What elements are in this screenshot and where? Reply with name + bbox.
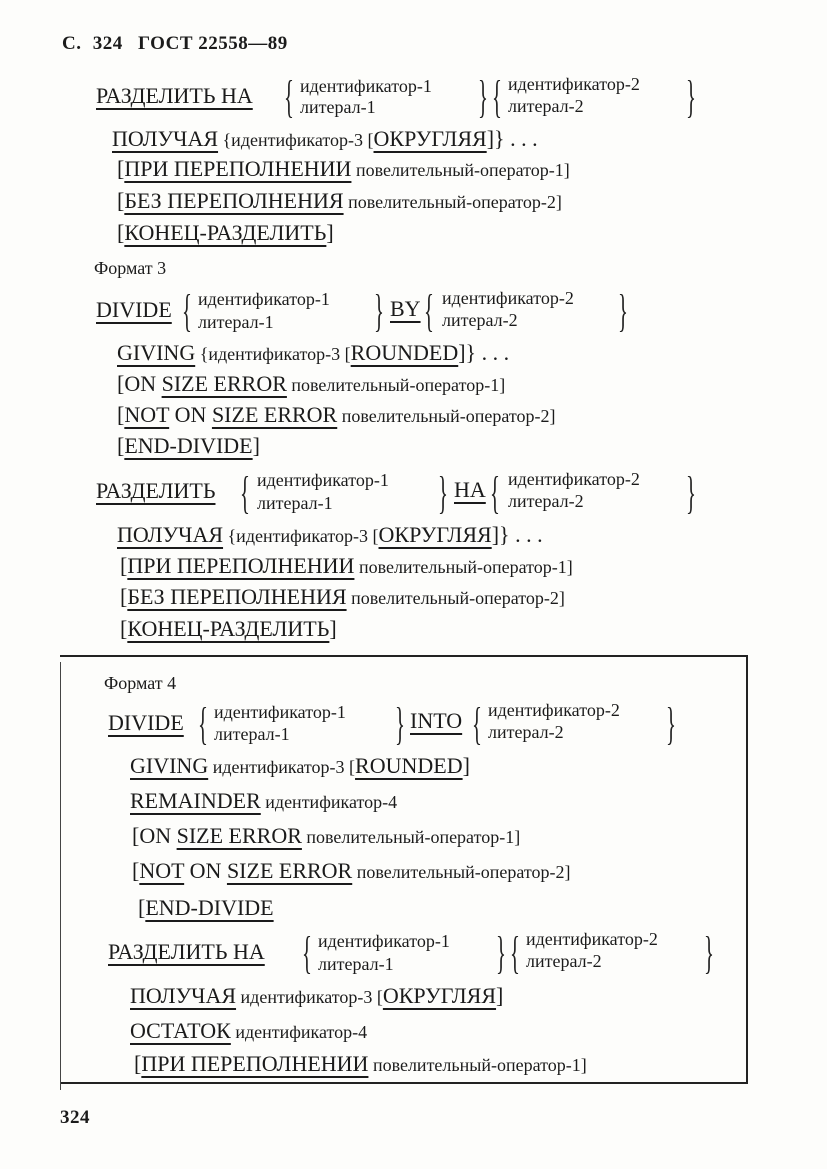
not-on-size-line: [БЕЗ ПЕРЕПОЛНЕНИЯ повелительный-оператор-2] — [117, 188, 562, 213]
statement-keyword: РАЗДЕЛИТЬ НА — [96, 83, 253, 108]
operand-1-line-1: идентификатор-1 — [214, 702, 346, 722]
end-line: [КОНЕЦ-РАЗДЕЛИТЬ] — [120, 616, 337, 641]
right-brace-icon: } — [438, 467, 448, 518]
frame-top-border — [60, 655, 748, 657]
not-on-size-line: [NOT ON SIZE ERROR повелительный-оператор-2] — [117, 402, 556, 427]
razdelit-keyword: РАЗДЕЛИТЬ НА — [108, 939, 265, 964]
left-brace-icon: { — [198, 698, 208, 749]
left-brace-icon: { — [472, 698, 482, 749]
not-on-size-line: [NOT ON SIZE ERROR повелительный-оператор-2] — [132, 858, 571, 883]
operand-2-line-1: идентификатор-2 — [442, 288, 574, 308]
operand-1-line-2: литерал-1 — [198, 312, 274, 332]
footer-page-number: 324 — [60, 1107, 90, 1128]
right-brace-icon: } — [686, 467, 696, 518]
on-size-line: [ON SIZE ERROR повелительный-оператор-1] — [132, 823, 521, 848]
on-size-line: [ON SIZE ERROR повелительный-оператор-1] — [117, 371, 506, 396]
divide-keyword: DIVIDE — [108, 710, 184, 735]
operand-2-line-2: литерал-2 — [442, 310, 518, 330]
operand-1-line-2: литерал-1 — [257, 493, 333, 513]
format-4-label: Формат 4 — [104, 673, 177, 693]
left-brace-icon: { — [284, 71, 294, 122]
giving-line: GIVING идентификатор-3 [ROUNDED] — [130, 753, 470, 778]
operand-1-line-1: идентификатор-1 — [257, 470, 389, 490]
frame-bottom-border — [60, 1082, 748, 1084]
left-brace-icon: { — [302, 927, 312, 978]
end-line: [END-DIVIDE — [138, 895, 274, 920]
giving-line: ПОЛУЧАЯ {идентификатор-3 [ОКРУГЛЯЯ]} . . . — [112, 126, 538, 151]
operand-2-line-2: литерал-2 — [526, 951, 602, 971]
divide-keyword: DIVIDE — [96, 297, 172, 322]
operand-2-line-2: литерал-2 — [508, 491, 584, 511]
left-brace-icon: { — [510, 927, 520, 978]
page-prefix: С. — [62, 33, 82, 54]
right-brace-icon: } — [478, 71, 488, 122]
operand-1-line-1: идентификатор-1 — [300, 76, 432, 96]
on-size-line: [ПРИ ПЕРЕПОЛНЕНИИ повелительный-оператор-1] — [117, 156, 570, 181]
frame-left-border — [60, 662, 61, 1090]
not-on-size-line: [БЕЗ ПЕРЕПОЛНЕНИЯ повелительный-оператор-2] — [120, 584, 565, 609]
on-size-line: [ПРИ ПЕРЕПОЛНЕНИИ повелительный-оператор-1] — [120, 553, 573, 578]
left-brace-icon: { — [490, 467, 500, 518]
right-brace-icon: } — [618, 285, 628, 336]
remainder-line: ОСТАТОК идентификатор-4 — [130, 1018, 368, 1043]
page-header — [62, 34, 288, 53]
operand-2-line-1: идентификатор-2 — [526, 929, 658, 949]
format-3-label: Формат 3 — [94, 258, 167, 278]
left-brace-icon: { — [240, 467, 250, 518]
left-brace-icon: { — [492, 71, 502, 122]
on-size-line: [ПРИ ПЕРЕПОЛНЕНИИ повелительный-оператор-1] — [134, 1051, 587, 1076]
na-keyword: НА — [454, 477, 486, 502]
operand-2-line-2: литерал-2 — [488, 722, 564, 742]
giving-line: ПОЛУЧАЯ идентификатор-3 [ОКРУГЛЯЯ] — [130, 983, 504, 1008]
left-brace-icon: { — [182, 285, 192, 336]
into-keyword: INTO — [410, 708, 463, 733]
right-brace-icon: } — [496, 927, 506, 978]
end-line: [КОНЕЦ-РАЗДЕЛИТЬ] — [117, 220, 334, 245]
operand-1-line-2: литерал-1 — [318, 954, 394, 974]
operand-2-line-1: идентификатор-2 — [488, 700, 620, 720]
operand-2-line-1: идентификатор-2 — [508, 469, 640, 489]
operand-1-line-1: идентификатор-1 — [198, 289, 330, 309]
operand-1-line-2: литерал-1 — [300, 97, 376, 117]
right-brace-icon: } — [704, 927, 714, 978]
remainder-line: REMAINDER идентификатор-4 — [130, 788, 398, 813]
left-brace-icon: { — [424, 285, 434, 336]
right-brace-icon: } — [395, 698, 405, 749]
operand-2-line-2: литерал-2 — [508, 96, 584, 116]
document-id: ГОСТ 22558—89 — [137, 33, 288, 54]
operand-1-line-1: идентификатор-1 — [318, 931, 450, 951]
giving-line: GIVING {идентификатор-3 [ROUNDED]} . . . — [117, 340, 510, 365]
giving-line: ПОЛУЧАЯ {идентификатор-3 [ОКРУГЛЯЯ]} . . . — [117, 522, 543, 547]
operand-1-line-2: литерал-1 — [214, 724, 290, 744]
razdelit-keyword: РАЗДЕЛИТЬ — [96, 478, 216, 503]
right-brace-icon: } — [666, 698, 676, 749]
page-number: 324 — [92, 33, 123, 54]
end-line: [END-DIVIDE] — [117, 433, 260, 458]
right-brace-icon: } — [374, 285, 384, 336]
frame-right-border — [746, 655, 748, 1083]
by-keyword: BY — [390, 296, 421, 321]
operand-2-line-1: идентификатор-2 — [508, 74, 640, 94]
right-brace-icon: } — [686, 71, 696, 122]
